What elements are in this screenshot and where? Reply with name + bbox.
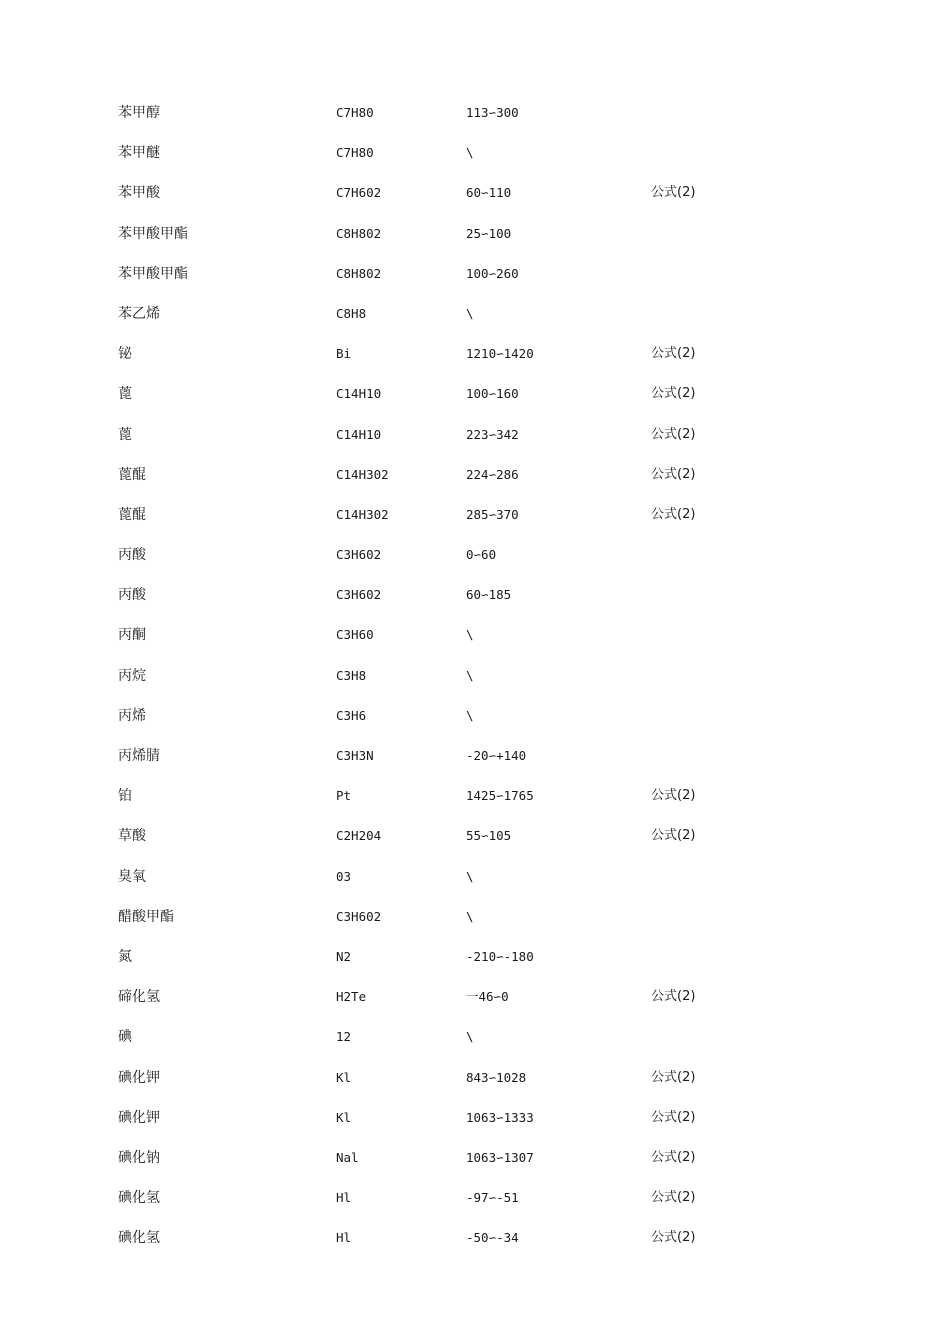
temperature-range: \ — [466, 667, 474, 683]
compound-name: 碘化氢 — [118, 1190, 160, 1207]
temperature-range: \ — [466, 868, 474, 884]
table-row — [0, 615, 950, 655]
chemical-formula: Kl — [336, 1069, 352, 1085]
compound-name: 丙烯 — [118, 707, 146, 724]
table-row — [0, 535, 950, 575]
temperature-range: -210∽-180 — [466, 948, 534, 964]
compound-name: 醋酸甲酯 — [118, 908, 174, 925]
table-row — [0, 93, 950, 133]
formula-note: 公式(2) — [651, 1190, 696, 1206]
formula-note: 公式(2) — [651, 1230, 696, 1246]
table-row — [0, 374, 950, 414]
chemical-formula: C14H10 — [336, 426, 382, 442]
formula-note: 公式(2) — [651, 828, 696, 844]
compound-name: 碘化钾 — [118, 1109, 160, 1126]
table-row — [0, 133, 950, 173]
formula-note: 公式(2) — [651, 1109, 696, 1125]
chemical-formula: C14H302 — [336, 506, 389, 522]
temperature-range: 100∽160 — [466, 386, 519, 402]
chemical-formula: C14H10 — [336, 386, 382, 402]
chemical-formula: N2 — [336, 948, 352, 964]
chemical-formula: 03 — [336, 868, 352, 884]
chemical-formula: Pt — [336, 788, 352, 804]
table-row — [0, 455, 950, 495]
temperature-range: 843∽1028 — [466, 1069, 527, 1085]
table-row — [0, 897, 950, 937]
chemical-formula: Hl — [336, 1190, 352, 1206]
compound-name: 铂 — [118, 788, 132, 805]
compound-name: 蓖醌 — [118, 466, 146, 483]
chemical-formula: C3H8 — [336, 667, 367, 683]
temperature-range: \ — [466, 1029, 474, 1045]
temperature-range: \ — [466, 908, 474, 924]
table-row — [0, 857, 950, 897]
chemical-formula: C3H3N — [336, 748, 374, 763]
formula-note: 公式(2) — [651, 989, 696, 1005]
table-row — [0, 173, 950, 213]
chemical-formula: Nal — [336, 1149, 359, 1165]
compound-name: 碘 — [118, 1029, 132, 1046]
table-row — [0, 816, 950, 856]
table-row — [0, 334, 950, 374]
table-row — [0, 1098, 950, 1138]
temperature-range: 55∽105 — [466, 828, 512, 844]
compound-name: 苯甲醇 — [118, 105, 160, 121]
temperature-range: 0∽60 — [466, 547, 497, 563]
chemical-formula: C14H302 — [336, 466, 389, 482]
compound-name: 碘化钠 — [118, 1149, 160, 1166]
compound-name: 苯乙烯 — [118, 305, 160, 322]
temperature-range: 60∽110 — [466, 185, 512, 201]
table-row — [0, 1017, 950, 1057]
chemical-formula: C8H8 — [336, 305, 367, 321]
formula-note: 公式(2) — [651, 466, 696, 482]
temperature-range: -50∽-34 — [466, 1230, 519, 1246]
chemical-formula: C2H204 — [336, 828, 382, 844]
chemical-formula: C3H6 — [336, 707, 367, 723]
compound-name: 碘化钾 — [118, 1069, 160, 1086]
chemical-formula: C3H602 — [336, 547, 382, 563]
table-row — [0, 1178, 950, 1218]
compound-name: 丙烷 — [118, 667, 146, 684]
temperature-range: \ — [466, 305, 474, 321]
table-row — [0, 495, 950, 535]
chemical-formula: 12 — [336, 1029, 352, 1045]
table-row — [0, 736, 950, 776]
temperature-range: 223∽342 — [466, 426, 519, 442]
table-row — [0, 937, 950, 977]
temperature-range: 一46∽0 — [466, 989, 509, 1005]
compound-name: 臭氧 — [118, 868, 146, 885]
table-row — [0, 656, 950, 696]
table-row — [0, 776, 950, 816]
table-row — [0, 294, 950, 334]
temperature-range: 1063∽1333 — [466, 1109, 534, 1125]
chemical-formula: C7H80 — [336, 145, 374, 161]
formula-note: 公式(2) — [651, 386, 696, 402]
chemical-formula: Hl — [336, 1230, 352, 1246]
temperature-range: 1210∽1420 — [466, 346, 534, 362]
temperature-range: -97∽-51 — [466, 1190, 519, 1206]
chemical-formula: Kl — [336, 1109, 352, 1125]
table-row — [0, 1058, 950, 1098]
compound-name: 丙烯腈 — [118, 748, 160, 764]
compound-name: 苯甲醚 — [118, 145, 160, 162]
temperature-range: -20∽+140 — [466, 748, 527, 763]
temperature-range: 224∽286 — [466, 466, 519, 482]
temperature-range: 113∽300 — [466, 105, 519, 120]
chemical-formula: C7H80 — [336, 105, 374, 120]
compound-name: 蓖醌 — [118, 506, 146, 523]
compound-name: 碘化氢 — [118, 1230, 160, 1247]
temperature-range: \ — [466, 707, 474, 723]
table-row — [0, 1138, 950, 1178]
compound-name: 苯甲酸甲酯 — [118, 265, 188, 282]
table-row — [0, 254, 950, 294]
temperature-range: 25∽100 — [466, 225, 512, 241]
chemical-formula: C3H60 — [336, 627, 374, 643]
chemical-formula: C3H602 — [336, 587, 382, 603]
chemical-formula: Bi — [336, 346, 352, 362]
table-row — [0, 977, 950, 1017]
chemical-formula: C3H602 — [336, 908, 382, 924]
temperature-range: \ — [466, 145, 474, 161]
compound-name: 苯甲酸 — [118, 185, 160, 202]
formula-note: 公式(2) — [651, 185, 696, 201]
chemical-formula: H2Te — [336, 989, 367, 1005]
temperature-range: 100∽260 — [466, 265, 519, 281]
temperature-range: 285∽370 — [466, 506, 519, 522]
compound-name: 丙酸 — [118, 587, 146, 604]
formula-note: 公式(2) — [651, 1149, 696, 1165]
formula-note: 公式(2) — [651, 1069, 696, 1085]
compound-name: 草酸 — [118, 828, 146, 845]
formula-note: 公式(2) — [651, 426, 696, 442]
compound-name: 碲化氢 — [118, 989, 160, 1006]
temperature-range: 60∽185 — [466, 587, 512, 603]
compound-name: 丙酸 — [118, 547, 146, 564]
compound-name: 氮 — [118, 948, 132, 965]
temperature-range: 1063∽1307 — [466, 1149, 534, 1165]
formula-note: 公式(2) — [651, 346, 696, 362]
table-row — [0, 575, 950, 615]
chemical-formula: C7H602 — [336, 185, 382, 201]
temperature-range: 1425∽1765 — [466, 788, 534, 804]
compound-name: 蓖 — [118, 386, 132, 403]
compound-name: 铋 — [118, 346, 132, 363]
table-row — [0, 214, 950, 254]
table-row — [0, 696, 950, 736]
table-row — [0, 415, 950, 455]
compound-name: 苯甲酸甲酯 — [118, 225, 188, 242]
data-table — [0, 93, 950, 1258]
compound-name: 丙酮 — [118, 627, 146, 644]
formula-note: 公式(2) — [651, 506, 696, 522]
chemical-formula: C8H802 — [336, 265, 382, 281]
formula-note: 公式(2) — [651, 788, 696, 804]
compound-name: 蓖 — [118, 426, 132, 443]
temperature-range: \ — [466, 627, 474, 643]
chemical-formula: C8H802 — [336, 225, 382, 241]
table-row — [0, 1218, 950, 1258]
